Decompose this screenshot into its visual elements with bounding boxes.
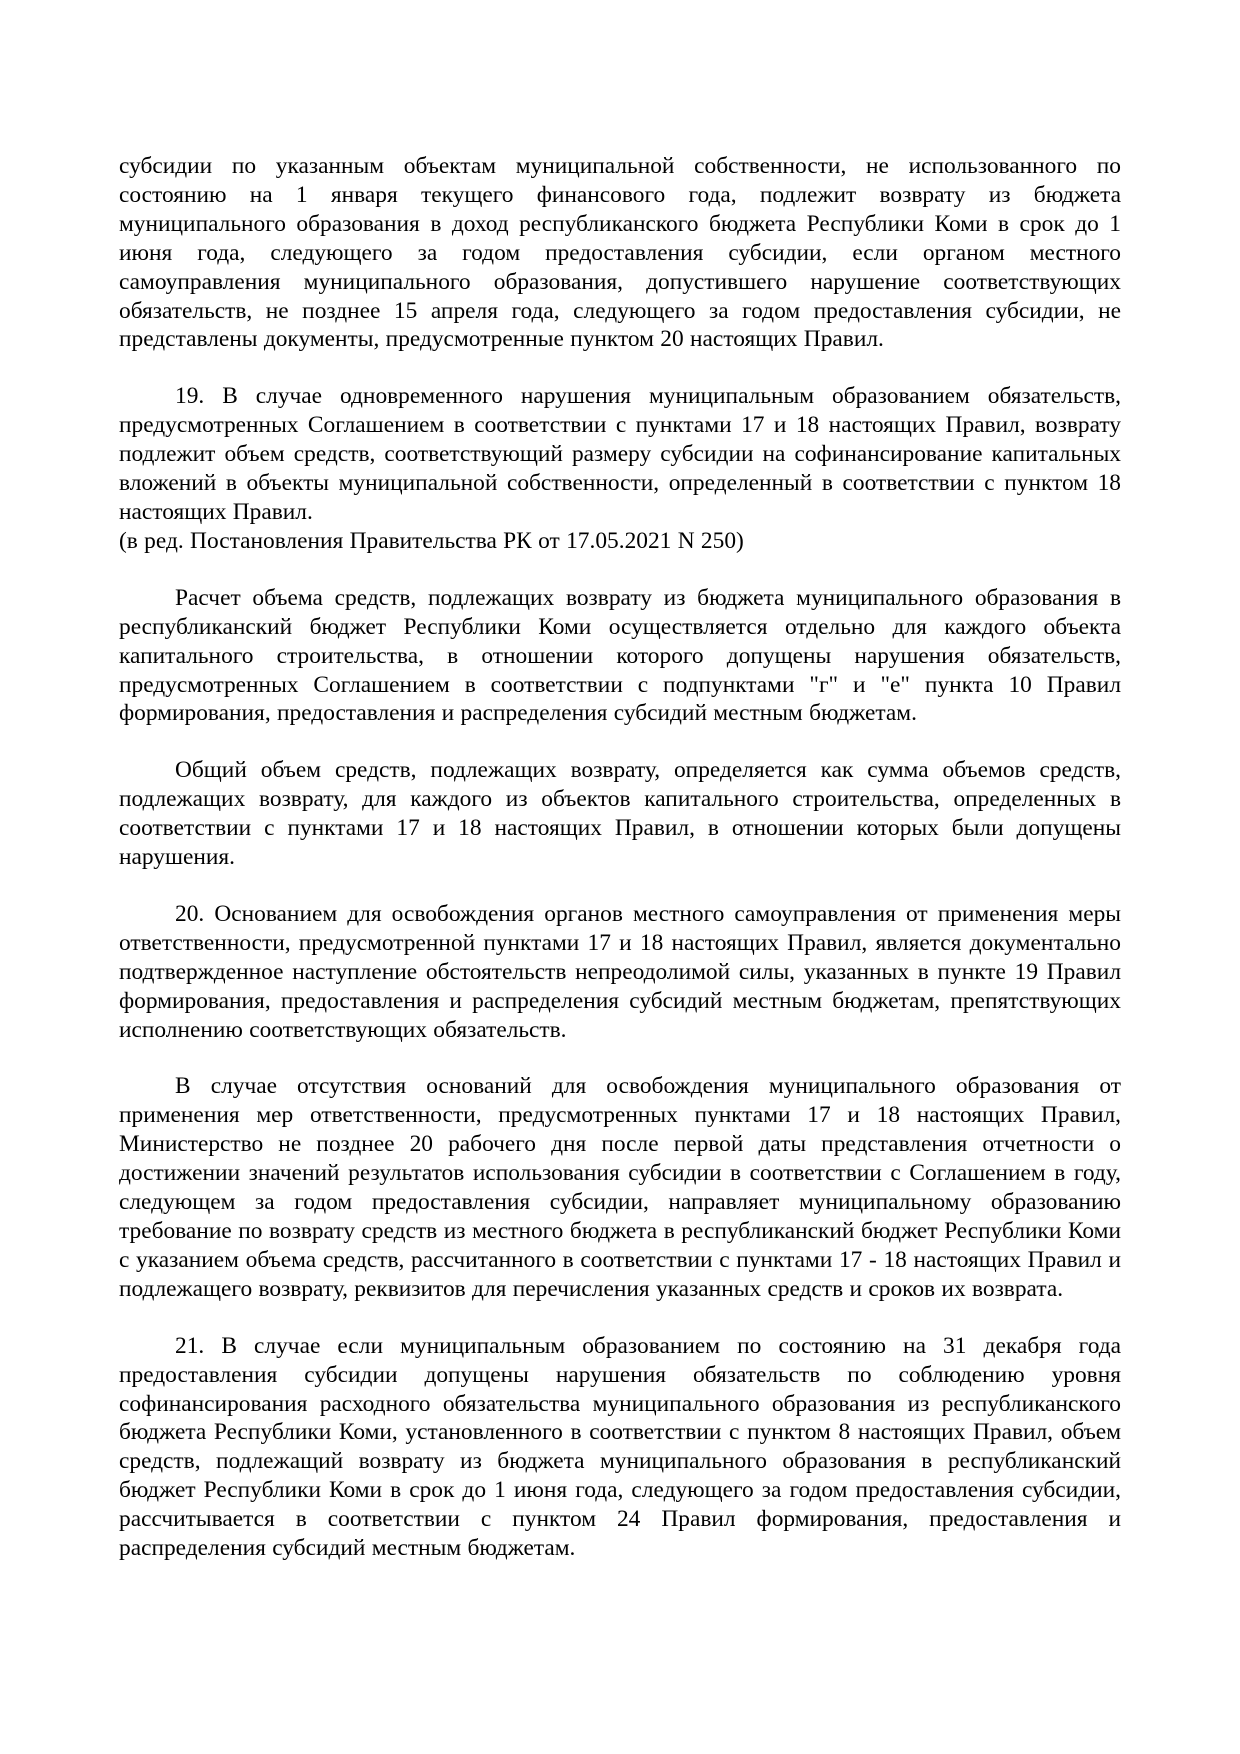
paragraph-19: 19. В случае одновременного нарушения муниципальным образованием обязательств, предусмотренных Соглашением в соответствии с пунктами 17 и 18 настоящих Правил, возврату подлежит объем средств, соответствующий размеру субсидии на софинансирование капитальных вложений в объекты муниципальной собственности, определенный в соответствии с пунктом 18 настоящих Правил. (119, 383, 1121, 525)
paragraph-19-total: Общий объем средств, подлежащих возврату, определяется как сумма объемов средств, подлежащих возврату, для каждого из объектов капитального строительства, определенных в соответствии с пунктами 17 и 18 настоящих Правил, в отношении которых были допущены нарушения. (119, 757, 1121, 871)
paragraph-19-calculation: Расчет объема средств, подлежащих возврату из бюджета муниципального образования в республиканский бюджет Республики Коми осуществляется отдельно для каждого объекта капитального строительства, в отношении которого допущены нарушения обязательств, предусмотренных Соглашением в соответствии с подпунктами "г" и "е" пункта 10 Правил формирования, предоставления и распределения субсидий местным бюджетам. (119, 584, 1121, 727)
paragraph-20: 20. Основанием для освобождения органов местного самоуправления от применения меры ответственности, предусмотренной пунктами 17 и 18 настоящих Правил, является документально подтвержденное наступление обстоятельств непреодолимой силы, указанных в пункте 19 Правил формирования, предоставления и распределения субсидий местным бюджетам, препятствующих исполнению соответствующих обязательств. (119, 900, 1121, 1043)
paragraph-20-absence: В случае отсутствия оснований для освобождения муниципального образования от применения мер ответственности, предусмотренных пунктами 17 и 18 настоящих Правил, Министерство не позднее 20 рабочего дня после первой даты представления отчетности о достижении значений результатов использования субсидии в соответствии с Соглашением в году, следующем за годом предоставления субсидии, направляет муниципальному образованию требование по возврату средств из местного бюджета в республиканский бюджет Республики Коми с указанием объема средств, рассчитанного в соответствии с пунктами 17 - 18 настоящих Правил и подлежащего возврату, реквизитов для перечисления указанных средств и сроков их возврата. (119, 1073, 1121, 1302)
amendment-note: (в ред. Постановления Правительства РК от 17.05.2021 N 250) (119, 527, 744, 554)
paragraph-21: 21. В случае если муниципальным образованием по состоянию на 31 декабря года предоставления субсидии допущены нарушения обязательств по соблюдению уровня софинансирования расходного обязательства муниципального образования из республиканского бюджета Республики Коми, установленного в соответствии с пунктом 8 настоящих Правил, объем средств, подлежащий возврату из бюджета муниципального образования в республиканский бюджет Республики Коми в срок до 1 июня года, следующего за годом предоставления субсидии, рассчитывается в соответствии с пунктом 24 Правил формирования, предоставления и распределения субсидий местным бюджетам. (119, 1332, 1121, 1562)
document-page (119, 152, 1121, 1591)
paragraph-18-continuation: субсидии по указанным объектам муниципальной собственности, не использованного по состоянию на 1 января текущего финансового года, подлежит возврату из бюджета муниципального образования в доход республиканского бюджета Республики Коми в срок до 1 июня года, следующего за годом предоставления субсидии, если органом местного самоуправления муниципального образования, допустившего нарушение соответствующих обязательств, не позднее 15 апреля года, следующего за годом предоставления субсидии, не представлены документы, предусмотренные пунктом 20 настоящих Правил. (119, 153, 1121, 353)
